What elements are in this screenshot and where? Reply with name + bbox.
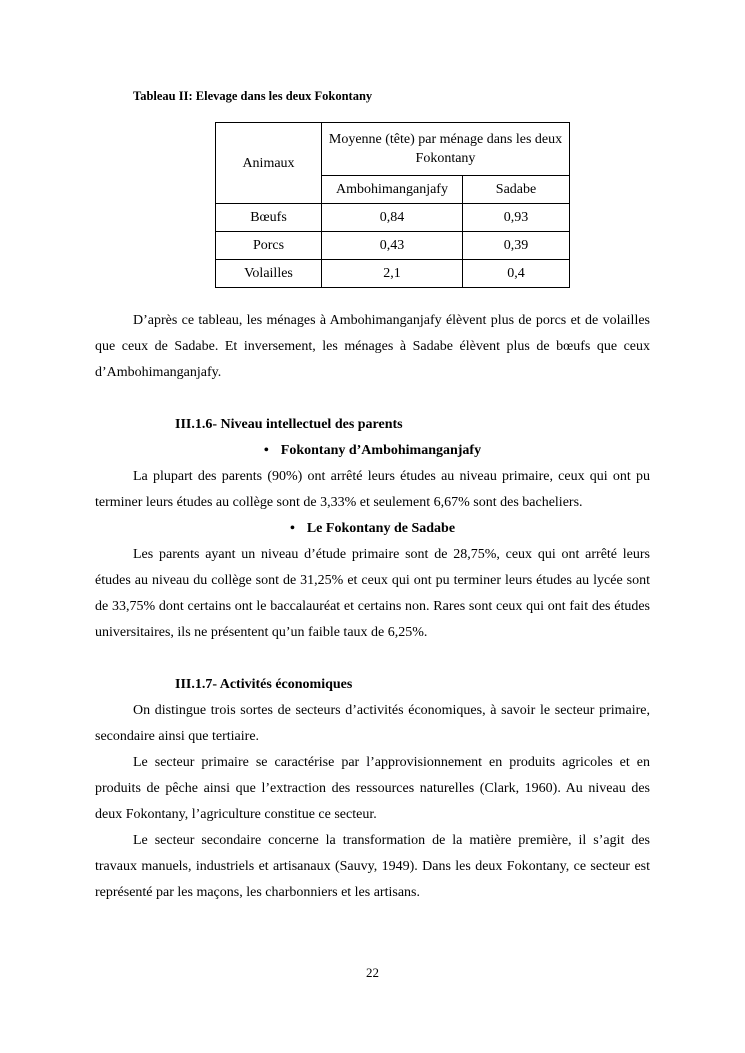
paragraph-secteur-secondaire: Le secteur secondaire concerne la transformation de la matière première, il s’agit des travaux manuels, industriels et artisanaux (Sauvy, 1949). Dans les deux Fokontany, ce secteur est représenté par les maçons, les charbonniers et les artisans. bbox=[95, 833, 650, 900]
livestock-table bbox=[215, 122, 570, 288]
animal-cell: Bœufs bbox=[216, 204, 322, 232]
table-header-row bbox=[216, 123, 570, 176]
paragraph-ambohimanganjafy: La plupart des parents (90%) ont arrêté leurs études au niveau primaire, ceux qui ont pu terminer leurs études au collège sont de 3,33% et seulement 6,67% sont des bacheliers. bbox=[95, 469, 650, 510]
value-cell: 0,43 bbox=[322, 232, 463, 260]
page-number: 22 bbox=[366, 965, 379, 980]
table-caption: Tableau II: Elevage dans les deux Fokontany bbox=[133, 89, 373, 103]
value-cell: 2,1 bbox=[322, 260, 463, 288]
bullet-label-sadabe: Le Fokontany de Sadabe bbox=[306, 521, 456, 536]
table-row bbox=[216, 260, 570, 288]
table-header-group: Moyenne (tête) par ménage dans les deux Fokontany bbox=[322, 123, 570, 176]
bullet-icon: • bbox=[263, 443, 269, 458]
table-row bbox=[216, 204, 570, 232]
table-header-ambohimanganjafy: Ambohimanganjafy bbox=[322, 176, 463, 204]
value-cell: 0,4 bbox=[463, 260, 570, 288]
section-heading-316: III.1.6- Niveau intellectuel des parents bbox=[175, 417, 403, 432]
section-heading-317: III.1.7- Activités économiques bbox=[175, 677, 353, 692]
value-cell: 0,39 bbox=[463, 232, 570, 260]
bullet-item-ambohimanganjafy bbox=[95, 438, 650, 464]
paragraph-secteur-primaire: Le secteur primaire se caractérise par l’approvisionnement en produits agricoles et en produits de pêche ainsi que l’extraction des ressources naturelles (Clark, 1960). Au niveau des deux Fokontany, l’agriculture constitue ce secteur. bbox=[95, 755, 650, 822]
animal-cell: Porcs bbox=[216, 232, 322, 260]
paragraph-activites-intro: On distingue trois sortes de secteurs d’activités économiques, à savoir le secteur primaire, secondaire ainsi que tertiaire. bbox=[95, 703, 650, 744]
animal-cell: Volailles bbox=[216, 260, 322, 288]
bullet-label-ambohimanganjafy: Fokontany d’Ambohimanganjafy bbox=[280, 443, 482, 458]
bullet-icon: • bbox=[289, 521, 295, 536]
table-header-animals: Animaux bbox=[216, 123, 322, 204]
value-cell: 0,93 bbox=[463, 204, 570, 232]
paragraph-sadabe: Les parents ayant un niveau d’étude primaire sont de 28,75%, ceux qui ont arrêté leurs études au niveau du collège sont de 31,25% et ceux qui ont pu terminer leurs études au lycée sont de 33,75% dont certains ont le baccalauréat et certains non. Rares sont ceux qui ont fait des études universitaires, ils ne présentent qu’un faible taux de 6,25%. bbox=[95, 547, 650, 640]
paragraph-table-comment: D’après ce tableau, les ménages à Ambohimanganjafy élèvent plus de porcs et de volailles que ceux de Sadabe. Et inversement, les ménages à Sadabe élèvent plus de bœufs que ceux d’Ambohimanganjafy. bbox=[95, 313, 650, 380]
value-cell: 0,84 bbox=[322, 204, 463, 232]
bullet-item-sadabe bbox=[95, 516, 650, 542]
table-header-sadabe: Sadabe bbox=[463, 176, 570, 204]
table-row bbox=[216, 232, 570, 260]
